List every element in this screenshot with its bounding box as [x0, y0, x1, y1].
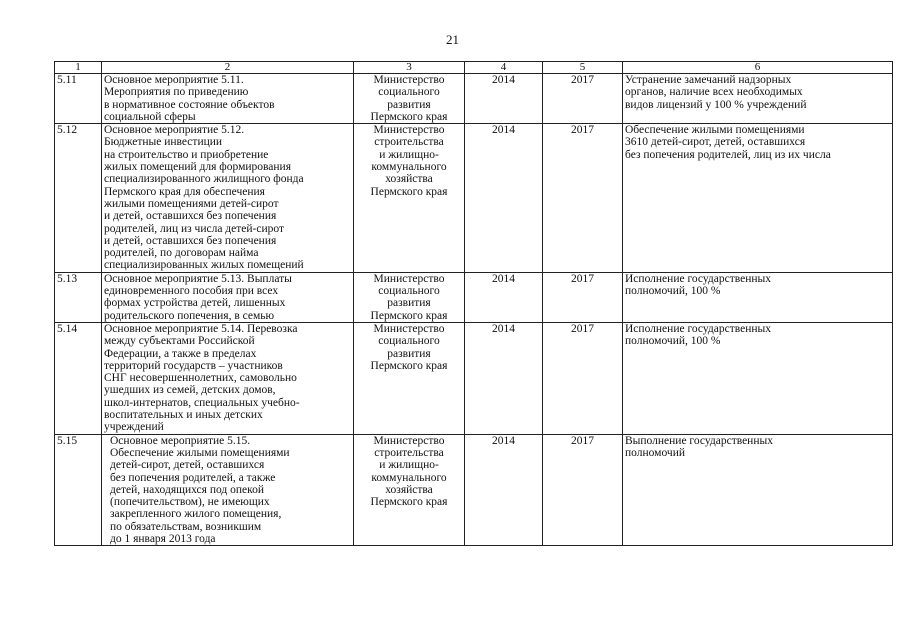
table-row	[55, 124, 893, 273]
column-header-1: 1	[55, 62, 102, 74]
table-row	[55, 272, 893, 322]
page-number: 21	[446, 32, 459, 47]
expected-result	[623, 322, 893, 434]
responsible-executor	[354, 434, 465, 546]
table-header-row	[55, 62, 893, 74]
executor-line: Министерство	[373, 74, 445, 86]
executor-line: и жилищно-	[379, 459, 439, 472]
executor-line: Министерство	[373, 272, 445, 285]
result-line: полномочий	[625, 446, 685, 459]
executor-line: развития	[387, 297, 431, 310]
expected-result	[623, 434, 893, 546]
measure-name-line: Пермского края для обеспечения	[104, 185, 265, 198]
measure-name-line: родителей, лиц из числа детей-сирот	[104, 222, 285, 235]
measure-name-line: Федерации, а также в пределах	[104, 347, 257, 360]
measure-name-line: СНГ несовершеннолетних, самовольно	[104, 372, 297, 385]
column-header-2: 2	[102, 62, 354, 74]
responsible-executor	[354, 272, 465, 322]
executor-line: коммунального	[371, 471, 447, 484]
column-header-4: 4	[465, 62, 543, 74]
end-year: 2017	[543, 434, 623, 546]
executor-line: Пермского края	[370, 496, 448, 509]
responsible-executor	[354, 322, 465, 434]
result-line: Устранение замечаний надзорных	[625, 74, 792, 86]
measure-name-line: на строительство и приобретение	[104, 148, 269, 161]
expected-result	[623, 124, 893, 273]
result-line: Исполнение государственных	[625, 272, 771, 285]
executor-line: Пермского края	[370, 185, 448, 198]
measure-name-line: ушедших из семей, детских домов,	[104, 384, 276, 397]
measure-name	[102, 272, 354, 322]
table-row	[55, 434, 893, 546]
result-line: Выполнение государственных	[625, 434, 773, 447]
executor-line: хозяйства	[385, 483, 433, 496]
expected-result	[623, 74, 893, 124]
responsible-executor	[354, 124, 465, 273]
result-line: без попечения родителей, лиц из их числа	[625, 148, 831, 161]
expected-result	[623, 272, 893, 322]
measure-name-line: без попечения родителей, а также	[110, 471, 276, 484]
executor-line: Министерство	[373, 124, 445, 137]
measure-name-line: жилыми помещениями детей-сирот	[104, 197, 279, 210]
column-header-6: 6	[623, 62, 893, 74]
result-line: Исполнение государственных	[625, 322, 771, 335]
end-year: 2017	[543, 124, 623, 273]
measure-name-line: единовременного пособия при всех	[104, 285, 279, 298]
measure-name-line: Основное мероприятие 5.12.	[104, 124, 245, 137]
executor-line: развития	[387, 98, 431, 111]
measure-name-line: Основное мероприятие 5.13. Выплаты	[104, 272, 292, 285]
start-year: 2014	[465, 322, 543, 434]
result-line: 3610 детей-сирот, детей, оставшихся	[625, 136, 806, 149]
executor-line: Министерство	[373, 322, 445, 335]
row-number: 5.13	[55, 272, 102, 322]
measure-name-line: Основное мероприятие 5.14. Перевозка	[104, 322, 298, 335]
measure-name-line: закрепленного жилого помещения,	[110, 508, 282, 521]
executor-line: коммунального	[371, 161, 447, 174]
measure-name	[102, 322, 354, 434]
start-year: 2014	[465, 74, 543, 124]
measure-name-line: территорий государств – участников	[104, 359, 283, 372]
result-line: полномочий, 100 %	[625, 335, 721, 348]
executor-line: Министерство	[373, 434, 445, 447]
measure-name	[102, 74, 354, 124]
result-line: полномочий, 100 %	[625, 285, 721, 298]
executor-line: строительства	[374, 446, 444, 459]
measure-name-line: специализированного жилищного фонда	[104, 173, 304, 186]
measure-name	[102, 124, 354, 273]
executor-line: строительства	[374, 136, 444, 149]
measure-name-line: и детей, оставшихся без попечения	[104, 210, 277, 223]
measure-name-line: по обязательствам, возникшим	[110, 520, 262, 533]
row-number: 5.11	[55, 74, 102, 124]
executor-line: Пермского края	[370, 359, 448, 372]
column-header-5: 5	[543, 62, 623, 74]
measure-name-line: воспитательных и иных детских	[104, 409, 263, 422]
measure-name-line: до 1 января 2013 года	[110, 532, 216, 545]
executor-line: Пермского края	[370, 309, 448, 322]
end-year: 2017	[543, 74, 623, 124]
measure-name-line: детей, находящихся под опекой	[110, 483, 265, 496]
measure-name-line: жилых помещений для формирования	[104, 161, 291, 174]
measure-name-line: школ-интернатов, специальных учебно-	[104, 396, 300, 409]
measure-name-line: социальной сферы	[104, 110, 196, 123]
measure-name-line: Основное мероприятие 5.15.	[110, 434, 251, 447]
start-year: 2014	[465, 124, 543, 273]
measure-name-line: Бюджетные инвестиции	[104, 136, 223, 149]
start-year: 2014	[465, 272, 543, 322]
row-number: 5.15	[55, 434, 102, 546]
measure-name-line: детей-сирот, детей, оставшихся	[110, 459, 265, 472]
measure-name	[102, 434, 354, 546]
row-number: 5.12	[55, 124, 102, 273]
measure-name-line: между субъектами Российской	[104, 335, 255, 348]
measure-name-line: учреждений	[104, 421, 164, 434]
table-body	[55, 74, 893, 546]
measure-name-line: Мероприятия по приведению	[104, 86, 249, 99]
measure-name-line: в нормативное состояние объектов	[104, 98, 275, 111]
table-row	[55, 74, 893, 124]
measure-name-line: (попечительством), не имеющих	[110, 496, 270, 509]
measures-table	[54, 61, 893, 546]
measure-name-line: Основное мероприятие 5.11.	[104, 74, 244, 86]
row-number: 5.14	[55, 322, 102, 434]
table-row	[55, 322, 893, 434]
measure-name-line: родителей, по договорам найма	[104, 247, 259, 260]
end-year: 2017	[543, 322, 623, 434]
responsible-executor	[354, 74, 465, 124]
measure-name-line: формах устройства детей, лишенных	[104, 297, 286, 310]
measure-name-line: Обеспечение жилыми помещениями	[110, 446, 290, 459]
executor-line: социального	[378, 335, 440, 348]
column-header-3: 3	[354, 62, 465, 74]
end-year: 2017	[543, 272, 623, 322]
start-year: 2014	[465, 434, 543, 546]
result-line: видов лицензий у 100 % учреждений	[625, 98, 807, 111]
executor-line: Пермского края	[370, 110, 448, 123]
measure-name-line: и детей, оставшихся без попечения	[104, 234, 277, 247]
measure-name-line: родительского попечения, в семью	[104, 309, 275, 322]
executor-line: социального	[378, 86, 440, 99]
result-line: Обеспечение жилыми помещениями	[625, 124, 805, 137]
measure-name-line: специализированных жилых помещений	[104, 259, 304, 272]
executor-line: и жилищно-	[379, 148, 439, 161]
executor-line: развития	[387, 347, 431, 360]
executor-line: социального	[378, 285, 440, 298]
result-line: органов, наличие всех необходимых	[625, 86, 803, 99]
executor-line: хозяйства	[385, 173, 433, 186]
